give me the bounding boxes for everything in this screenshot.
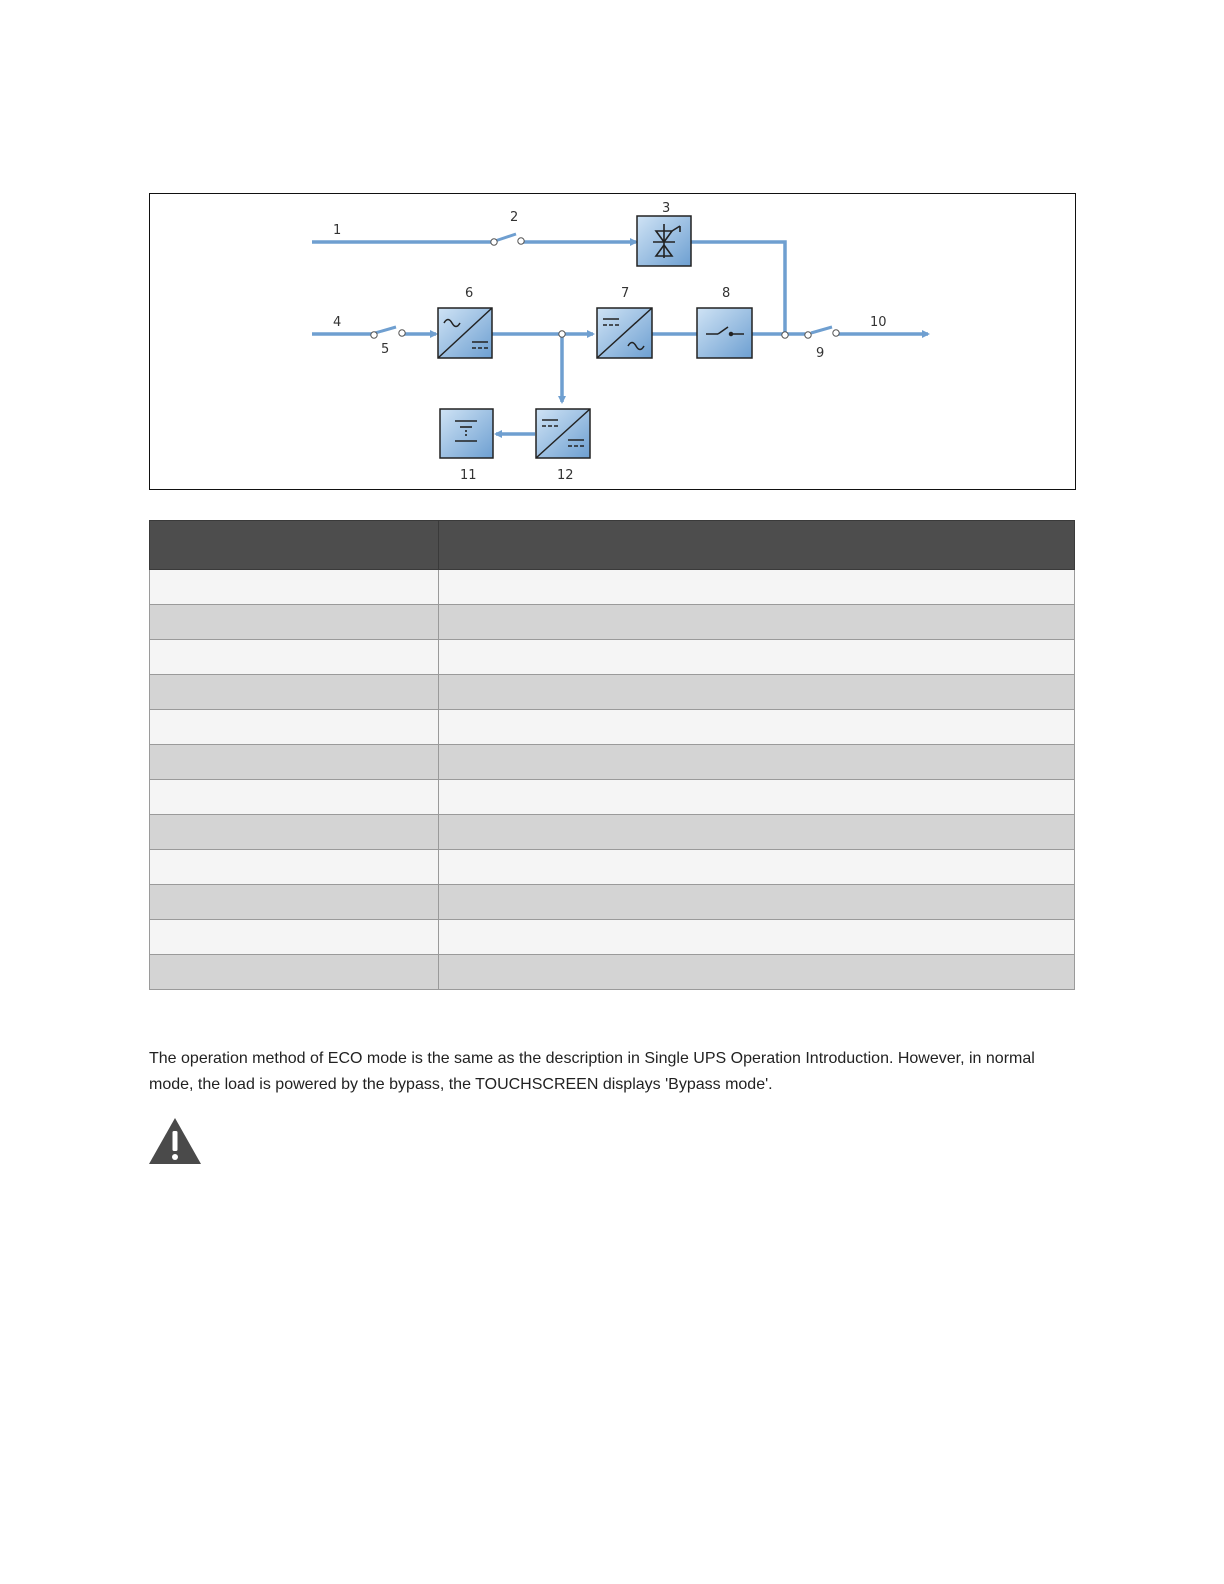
table-header-row	[150, 521, 1075, 570]
label-1: 1	[333, 223, 342, 238]
table-cell	[439, 780, 1075, 815]
table-row	[150, 885, 1075, 920]
table-cell	[150, 850, 439, 885]
label-11: 11	[460, 468, 477, 483]
table-row	[150, 570, 1075, 605]
table-cell	[150, 885, 439, 920]
table-cell	[150, 780, 439, 815]
label-12: 12	[557, 468, 574, 483]
table-row	[150, 675, 1075, 710]
junction-node	[559, 331, 565, 337]
table-row	[150, 640, 1075, 675]
table-cell	[150, 640, 439, 675]
output-switch-icon	[805, 327, 839, 338]
table-row	[150, 605, 1075, 640]
table-cell	[150, 710, 439, 745]
inverter-box	[597, 308, 652, 358]
label-4: 4	[333, 315, 342, 330]
ups-diagram	[149, 193, 1076, 490]
legend-table	[149, 520, 1075, 990]
table-row	[150, 745, 1075, 780]
label-2: 2	[510, 210, 519, 225]
table-header-cell	[439, 521, 1075, 570]
table-cell	[439, 570, 1075, 605]
label-8: 8	[722, 286, 731, 301]
table-row	[150, 850, 1075, 885]
ups-diagram-svg	[150, 194, 1077, 491]
table-cell	[150, 745, 439, 780]
table-cell	[150, 570, 439, 605]
table-cell	[439, 640, 1075, 675]
table-row	[150, 710, 1075, 745]
rectifier-box	[438, 308, 492, 358]
table-cell	[439, 675, 1075, 710]
junction-node	[782, 332, 788, 338]
label-10: 10	[870, 315, 887, 330]
table-row	[150, 920, 1075, 955]
table-cell	[150, 675, 439, 710]
table-cell	[150, 920, 439, 955]
table-row	[150, 780, 1075, 815]
eco-mode-description: The operation method of ECO mode is the same as the description in Single UPS Operation Introduction. However, in normal mode, the load is powered by the bypass, the TOUCHSCREEN displays 'Bypass mode'.	[149, 1050, 1035, 1093]
table-row	[150, 955, 1075, 990]
table-cell	[150, 955, 439, 990]
label-7: 7	[621, 286, 630, 301]
label-9: 9	[816, 346, 825, 361]
label-6: 6	[465, 286, 474, 301]
battery-box	[440, 409, 493, 458]
table-cell	[439, 885, 1075, 920]
label-3: 3	[662, 201, 671, 216]
table-row	[150, 815, 1075, 850]
table-cell	[439, 850, 1075, 885]
static-switch-box	[637, 216, 691, 266]
table-cell	[150, 605, 439, 640]
dc-converter-box	[536, 409, 590, 458]
label-5: 5	[381, 342, 390, 357]
table-cell	[439, 815, 1075, 850]
table-cell	[439, 710, 1075, 745]
input-switch-icon	[371, 327, 405, 338]
table-header-cell	[150, 521, 439, 570]
table-cell	[439, 920, 1075, 955]
warning-triangle-icon	[148, 1117, 202, 1165]
table-cell	[439, 605, 1075, 640]
table-cell	[150, 815, 439, 850]
table-cell	[439, 745, 1075, 780]
bypass-switch-icon	[491, 234, 524, 245]
table-cell	[439, 955, 1075, 990]
inverter-switch-box	[697, 308, 752, 358]
